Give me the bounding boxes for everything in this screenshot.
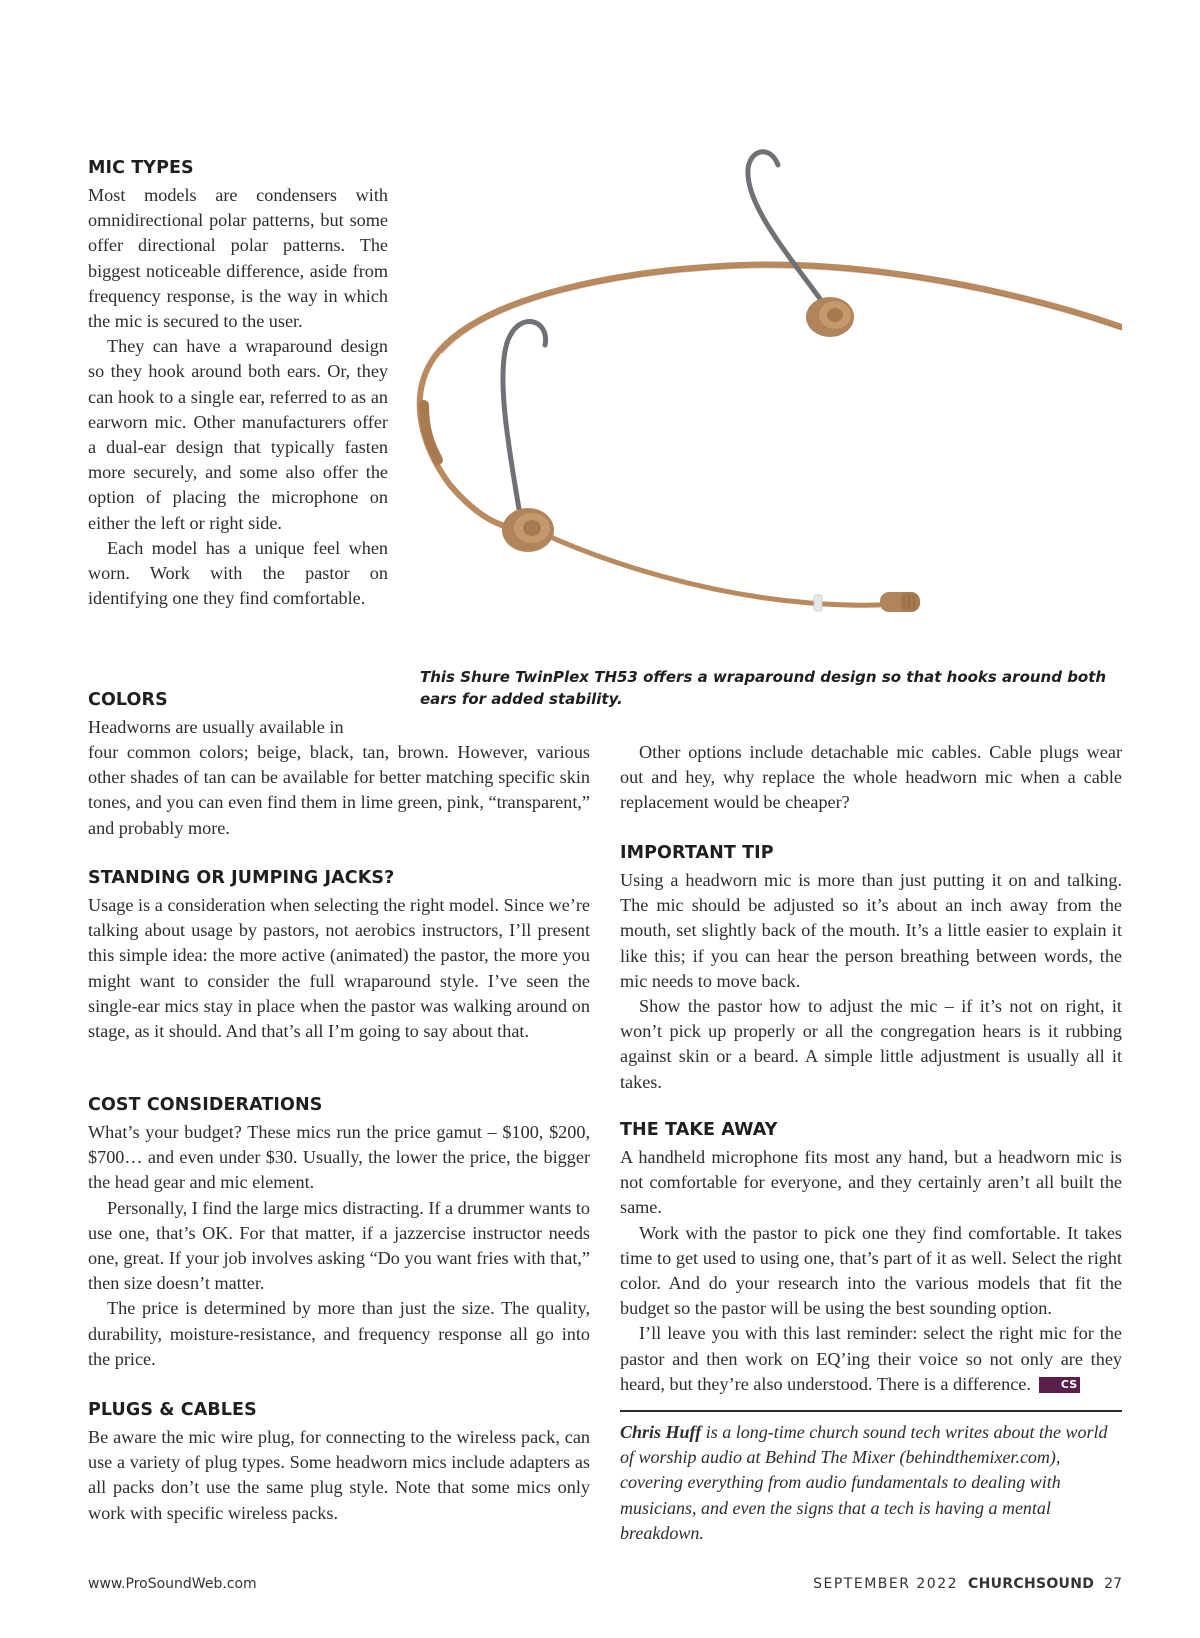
footer-folio: [813, 1576, 1122, 1592]
boom-ring: [814, 595, 822, 611]
section-heading-colors: COLORS: [88, 690, 168, 710]
section-body-plugs: [88, 1425, 590, 1526]
section-body-other-options: [620, 740, 1122, 816]
ear-hook-right: [748, 152, 830, 313]
section-heading-important-tip: IMPORTANT TIP: [620, 843, 774, 863]
bio-text: is a long-time church sound tech writes about the world of worship audio at Behind The Mixer (behindthemixer.com), covering everything from audio fundamentals to dealing with musicians, and even the signs that a tech is having a mental breakdown.: [620, 1422, 1108, 1543]
section-body-important-tip: [620, 868, 1122, 1095]
footer-issue: SEPTEMBER 2022: [813, 1576, 959, 1592]
end-mark: CS: [1039, 1377, 1080, 1393]
paragraph: Personally, I find the large mics distracting. If a drummer wants to use one, that’s OK. For that matter, if a jazzercise instructor needs one, great. If your job involves asking “Do you want fries with that,” then size doesn’t matter.: [88, 1197, 590, 1294]
mic-cable: [420, 265, 1122, 530]
paragraph: Using a headworn mic is more than just putting it on and talking. The mic should be adjusted so it’s about an inch away from the mouth, set slightly back of the mouth. It’s a little easier to explain it like this; if you can hear the person breathing between words, the mic needs to move back.: [620, 870, 1122, 991]
section-body-cost: [88, 1120, 590, 1372]
headworn-mic-photo: [410, 145, 1122, 660]
paragraph: They can have a wraparound design so they hook around both ears. Or, they can hook to a single ear, referred to as an earworn mic. Other manufacturers offer a dual-ear design that typically fasten more securely, and some also offer the option of placing the microphone on either the left or right side.: [88, 336, 388, 533]
footer-website: www.ProSoundWeb.com: [88, 1576, 257, 1592]
paragraph: Each model has a unique feel when worn. Work with the pastor on identifying one they find comfortable.: [88, 537, 388, 609]
paragraph: The price is determined by more than just the size. The quality, durability, moisture-resistance, and frequency response all go into the price.: [88, 1298, 590, 1369]
author-bio: [620, 1420, 1122, 1546]
paragraph-colors-rest: four common colors; beige, black, tan, brown. However, various other shades of tan can be available for better matching specific skin tones, and you can even find them in lime green, pink, “transparent,” and probably more.: [88, 742, 590, 838]
paragraph: Work with the pastor to pick one they find comfortable. It takes time to get used to using one, that’s part of it as well. Select the right color. And do your research into the various models that fit the budget so the pastor will be using the best sounding option.: [620, 1222, 1122, 1319]
paragraph: Show the pastor how to adjust the mic – if it’s not on right, it won’t pick up properly or all the congregation hears is it rubbing against skin or a beard. A simple little adjustment is usually all it takes.: [620, 996, 1122, 1092]
section-heading-cost: COST CONSIDERATIONS: [88, 1095, 323, 1115]
bio-divider: [620, 1410, 1122, 1412]
section-body-take-away: [620, 1145, 1122, 1397]
final-text: I’ll leave you with this last reminder: select the right mic for the pastor and then work on EQ’ing their voice so not only are they heard, but they’re also understood. There is a difference.: [620, 1323, 1122, 1394]
footer-magazine: CHURCHSOUND: [968, 1576, 1095, 1592]
section-heading-take-away: THE TAKE AWAY: [620, 1120, 778, 1140]
paragraph: A handheld microphone fits most any hand, but a headworn mic is not comfortable for everyone, and they certainly aren’t all built the same.: [620, 1147, 1122, 1218]
paragraph-colors-start: Headworns are usually available in: [88, 717, 344, 737]
paragraph: What’s your budget? These mics run the price gamut – $100, $200, $700… and even under $30. Usually, the lower the price, the bigger the head gear and mic element.: [88, 1122, 590, 1193]
cable-sleeve: [424, 405, 438, 460]
section-body-mic-types: [88, 183, 388, 611]
section-body-standing: [88, 893, 590, 1044]
paragraph-final: [620, 1321, 1122, 1397]
section-heading-mic-types: MIC TYPES: [88, 158, 194, 178]
adjust-knob-left: [502, 508, 554, 552]
ear-hook-left: [503, 321, 546, 515]
paragraph: Usage is a consideration when selecting the right model. Since we’re talking about usage by pastors, not aerobics instructors, I’ll present this simple idea: the more active (animated) the pastor, the more you might want to consider the full wraparound style. I’ve seen the single-ear mics stay in place when the pastor was walking around on stage, as it should. And that’s all I’m going to say about that.: [88, 895, 590, 1042]
paragraph: Most models are condensers with omnidirectional polar patterns, but some offer directional polar patterns. The biggest noticeable difference, aside from frequency response, is the way in which the mic is secured to the user.: [88, 185, 388, 332]
paragraph: Be aware the mic wire plug, for connecting to the wireless pack, can use a variety of plug types. Some headworn mics include adapters as all packs don’t use the same plug style. Note that some mics only work with specific wireless packs.: [88, 1427, 590, 1523]
mic-element: [880, 592, 920, 612]
adjust-knob-right: [806, 297, 854, 337]
section-heading-plugs: PLUGS & CABLES: [88, 1400, 257, 1420]
paragraph: Other options include detachable mic cables. Cable plugs wear out and hey, why replace the whole headworn mic when a cable replacement would be cheaper?: [620, 742, 1122, 813]
page-number: 27: [1104, 1576, 1122, 1592]
photo-caption: This Shure TwinPlex TH53 offers a wraparound design so that hooks around both ears for added stability.: [420, 668, 1107, 708]
section-heading-standing: STANDING OR JUMPING JACKS?: [88, 868, 395, 888]
author-name: Chris Huff: [620, 1422, 702, 1442]
mic-boom: [535, 530, 905, 605]
